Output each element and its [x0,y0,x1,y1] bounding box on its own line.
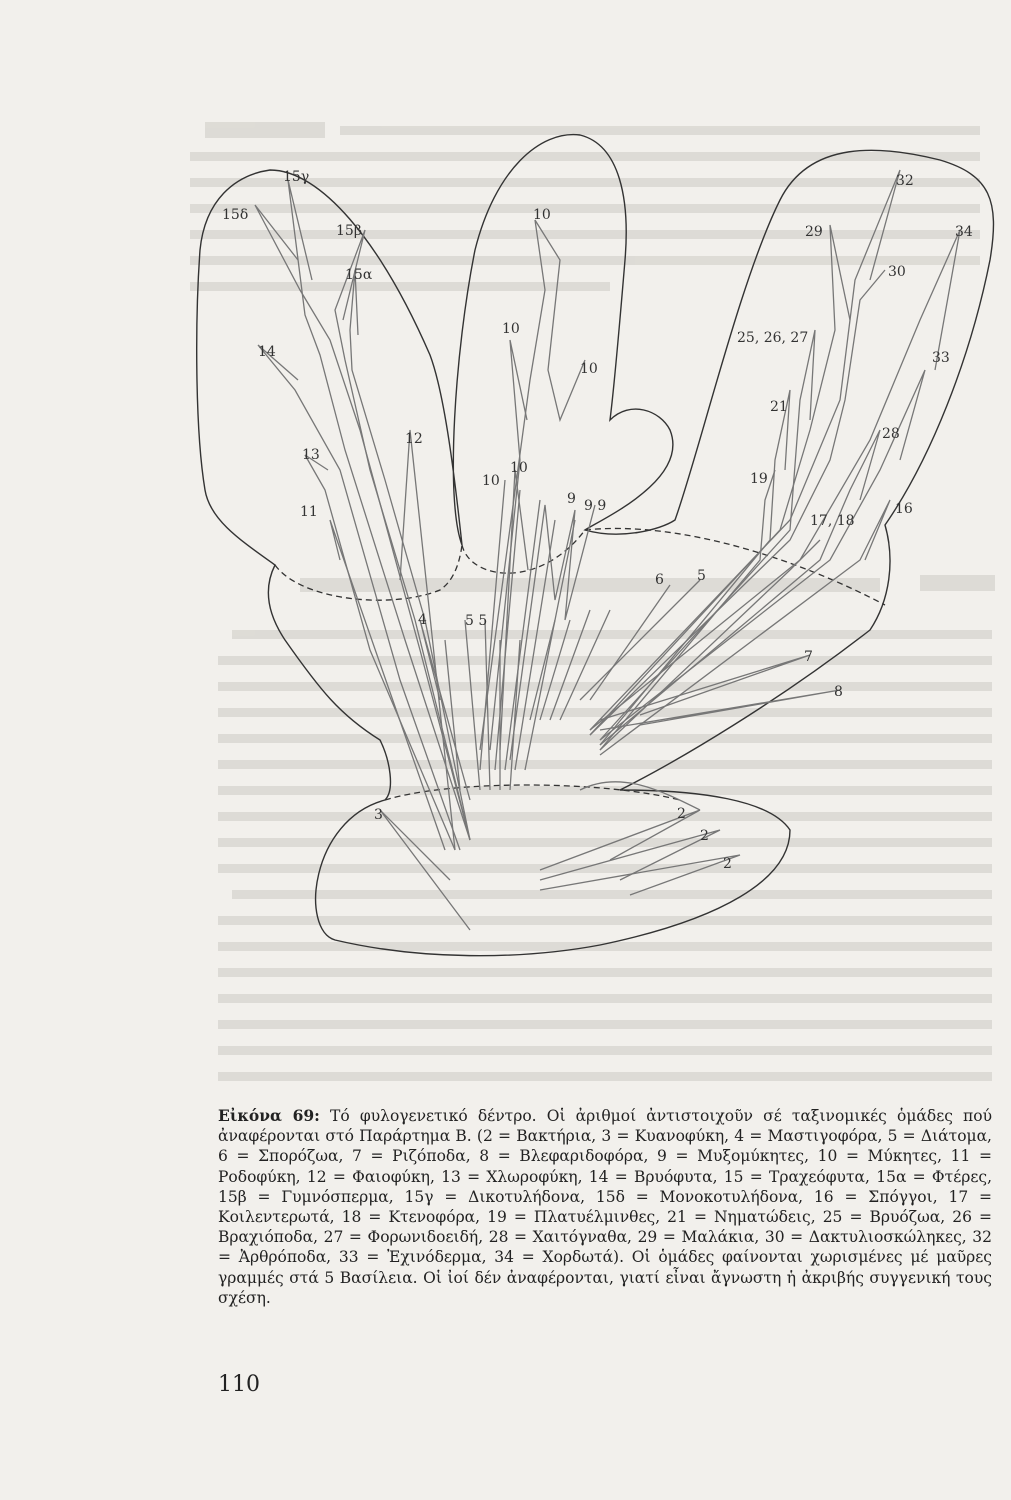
figure-caption [218,1106,992,1308]
tree-label: 32 [896,173,914,189]
tree-label: 10 [580,361,598,377]
tree-label: 15γ [283,169,310,185]
lineage-15d [255,205,470,840]
tree-label: 5 5 [465,613,488,629]
tree-label: 25, 26, 27 [737,330,809,346]
lineage-11 [330,520,445,850]
tree-label: 13 [302,447,320,463]
tree-label: 30 [888,264,906,280]
lineage-7 [600,655,810,720]
lineage-12 [400,430,455,850]
tree-label: 9 [567,491,576,507]
tree-label: 15δ [222,207,249,223]
lineage-10b [490,340,527,750]
tree-label: 3 [374,807,383,823]
tree-label: 7 [804,649,813,665]
tree-label: 28 [882,426,900,442]
lineage-2c [540,855,740,895]
figure-label: Εἰκόνα 69: [218,1106,320,1125]
tree-label: 17, 18 [810,513,855,529]
tree-label: 12 [405,431,423,447]
lineage-34 [590,230,960,730]
tree-label: 9 9 [584,498,607,514]
tree-labels [222,169,973,872]
tree-label: 10 [533,207,551,223]
tree-label: 14 [258,344,276,360]
tree-label: 19 [750,471,768,487]
tree-label: 10 [502,321,520,337]
tree-label: 6 [655,572,664,588]
tree-label: 29 [805,224,823,240]
lineage-17-18 [600,540,820,750]
caption-text: Τό φυλογενετικό δέντρο. Οἱ ἀριθμοί ἀντιστοιχοῦν σέ ταξινομικές ὁμάδες πού ἀναφέρονται στό Παράρτημα Β. (2 = Βακτήρια, 3 = Κυανοφύκη, 4 = Μαστιγοφόρα, 5 = Διάτομα, 6 = Σπορόζωα, 7 = Ριζόποδα, 8 = Βλεφαριδοφόρα, 9 = Μυξομύκητες, 10 = Μύκητες, 11 = Ροδοφύκη, 12 = Φαιοφύκη, 13 = Χλωροφύκη, 14 = Βρυόφυτα, 15 = Τραχεόφυτα, 15α = Φτέρες, 15β = Γυμνόσπερμα, 15γ = Δικοτυλήδονα, 15δ = Μονοκοτυλήδονα, 16 = Σπόγγοι, 17 = Κοιλεντερωτά, 18 = Κτενοφόρα, 19 = Πλατυέλμινθες, 21 = Νηματώδεις, 25 = Βρυόζωα, 26 = Βραχιόποδα, 27 = Φορωνιδοειδή, 28 = Χαιτόγναθα, 29 = Μαλάκια, 30 = Δακτυλιοσκώληκες, 32 = Ἀρθρόποδα, 33 = Ἐχινόδερμα, 34 = Χορδωτά). Οἱ ὁμάδες φαίνονται χωρισμένες μέ μαῦρες γραμμές στά 5 Βασίλεια. Οἱ ἰοί δέν ἀναφέρονται, γιατί εἶναι ἄγνωστη ἡ ἀκριβής συγγενική τους σχέση. [218,1107,993,1307]
tree-label: 34 [955,224,973,240]
tree-label: 33 [932,350,950,366]
tree-outline [197,135,994,956]
lineage-19 [600,470,775,750]
lineage-16 [600,500,890,755]
kingdom-boundary-plants [275,545,462,600]
tree-label: 10 [510,460,528,476]
tree-label: 2 [700,828,709,844]
lineage-15a [350,270,470,840]
tree-label: 2 [677,806,686,822]
tree-label: 8 [834,684,843,700]
page-number: 110 [218,1372,260,1397]
lineage-25 [600,330,815,740]
lineage-3 [380,810,470,930]
tree-label: 16 [895,501,913,517]
tree-label: 15β [336,223,362,239]
lineage-8 [600,690,840,730]
tree-label: 5 [697,568,706,584]
tree-label: 15α [345,267,373,283]
tree-label: 10 [482,473,500,489]
kingdom-boundary-monera [385,785,680,800]
lineage-13 [305,455,455,850]
tree-label: 21 [770,399,788,415]
tree-label: 4 [418,612,427,628]
lineage-6 [590,585,670,700]
lineage-2a [540,810,700,870]
tree-label: 11 [300,504,318,520]
tree-label: 2 [723,856,732,872]
